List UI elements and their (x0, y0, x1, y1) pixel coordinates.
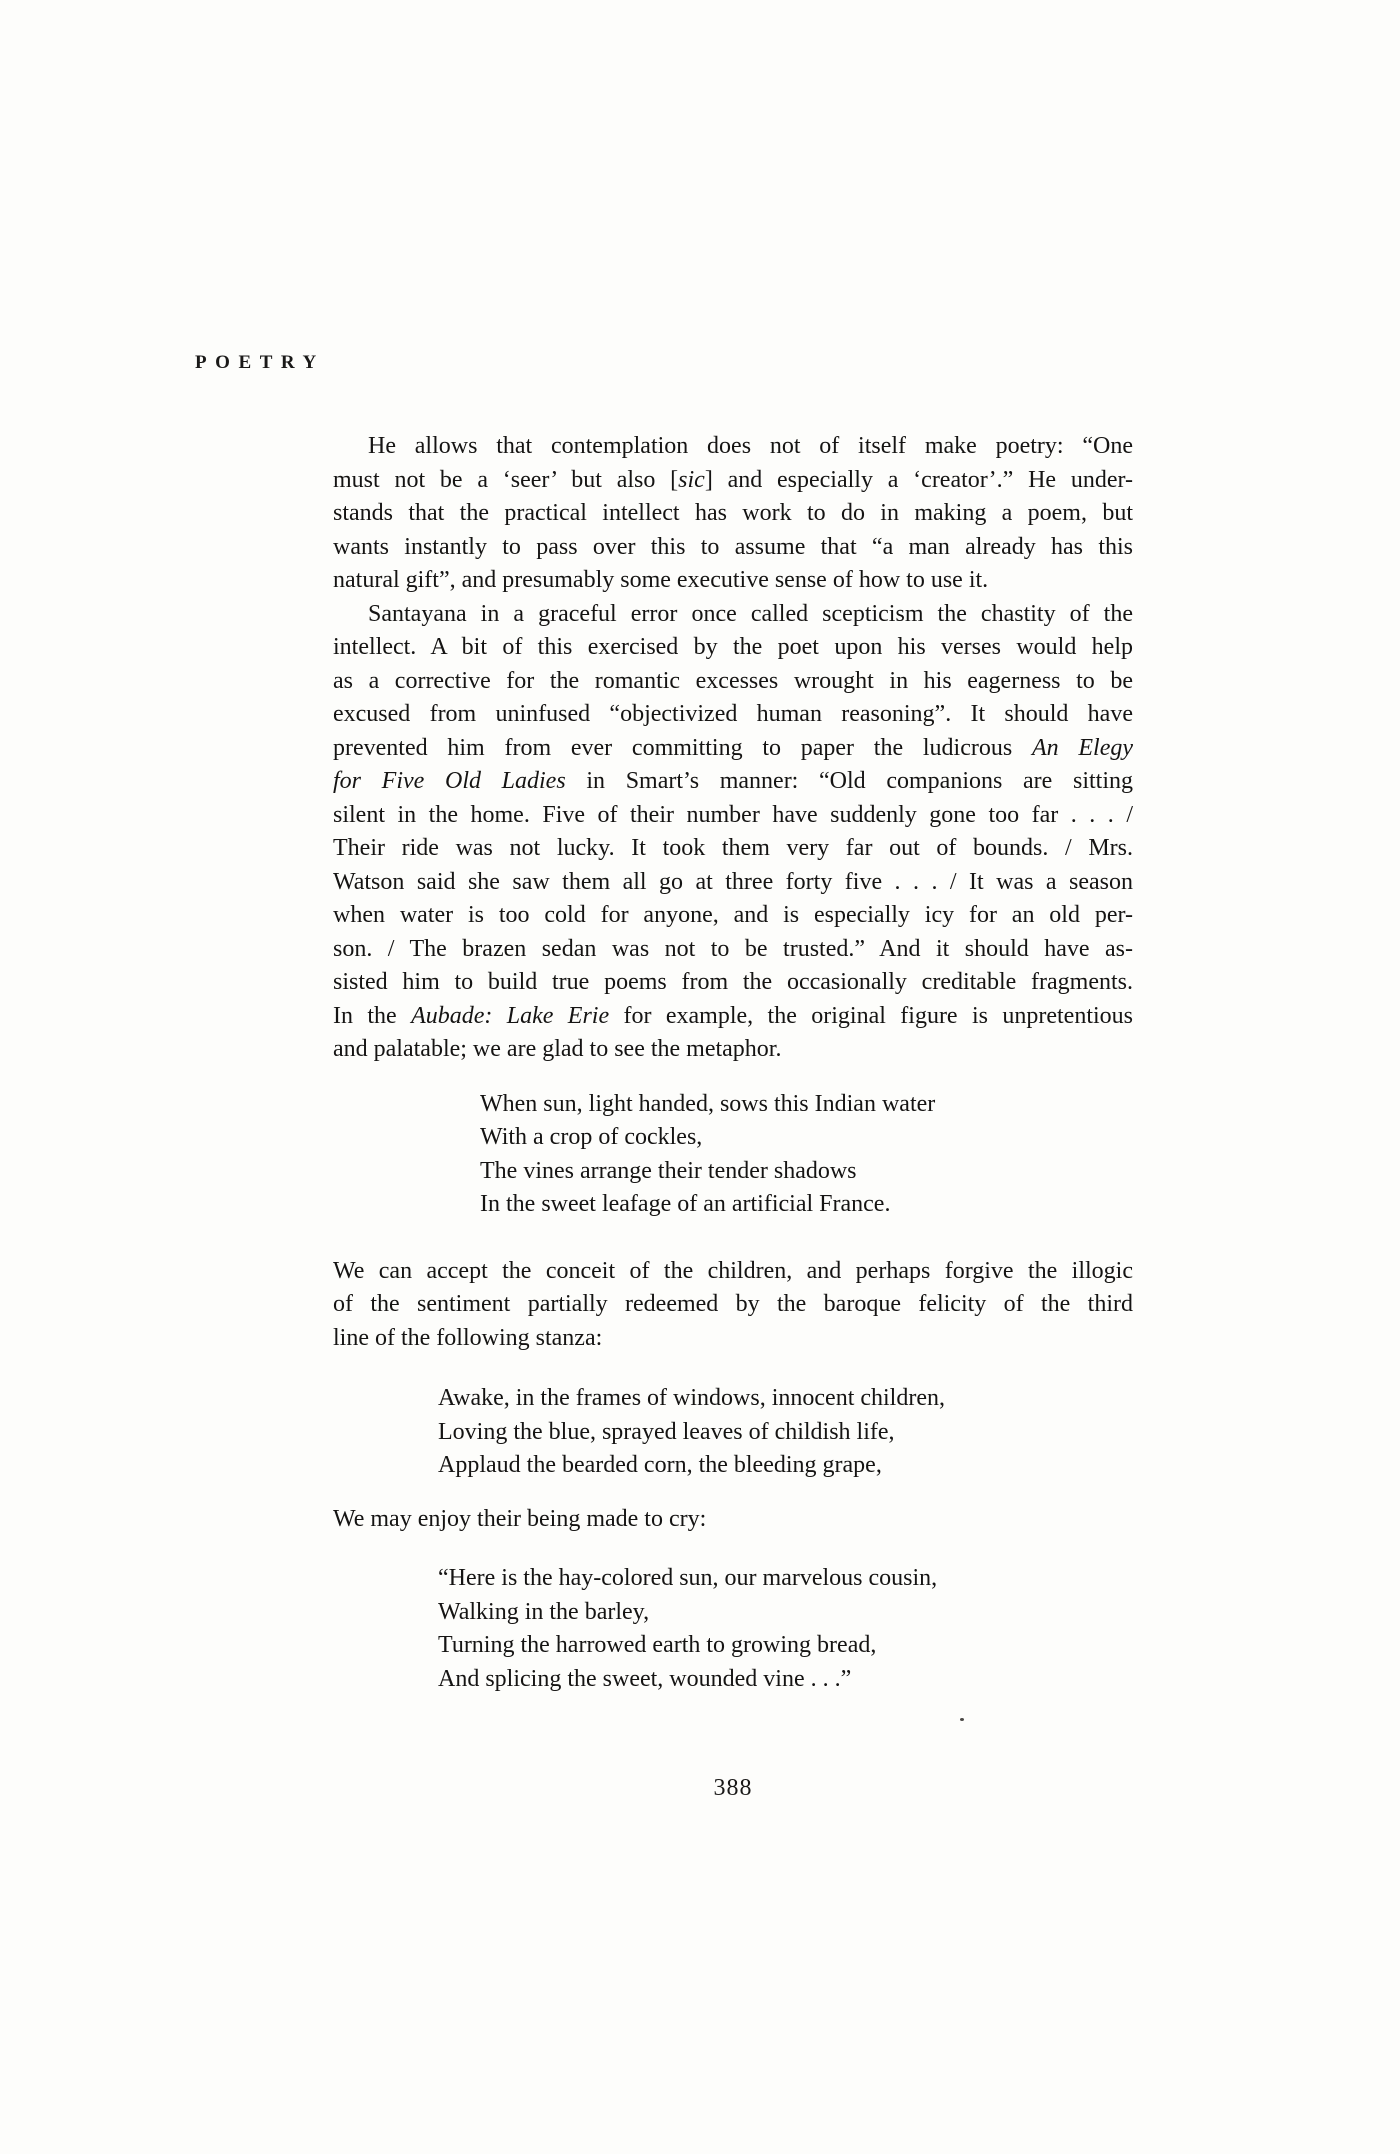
text-line: When sun, light handed, sows this Indian water (480, 1090, 936, 1117)
text-line: Santayana in a graceful error once called scepticism the chastity of the (368, 600, 1133, 627)
text-line: Walking in the barley, (438, 1598, 650, 1625)
text-line: The vines arrange their tender shadows (480, 1157, 857, 1184)
text-line: sisted him to build true poems from the occasionally creditable fragments. (333, 969, 1133, 995)
text-line: In the sweet leafage of an artificial France. (480, 1191, 891, 1217)
text-line: stands that the practical intellect has work to do in making a poem, but (333, 500, 1133, 526)
text-line: We may enjoy their being made to cry: (333, 1505, 707, 1532)
text-line: Turning the harrowed earth to growing bread, (438, 1632, 877, 1658)
verse-stanza (333, 1088, 1133, 1222)
paragraph (333, 1503, 1133, 1537)
text-line: In the Aubade: Lake Erie for example, the original figure is unpretentious (333, 1002, 1133, 1029)
text-line: We can accept the conceit of the children, and perhaps forgive the illogic (333, 1257, 1133, 1284)
text-line: Awake, in the frames of windows, innocent children, (438, 1385, 945, 1411)
text-line: Watson said she saw them all go at three forty five . . . / It was a season (333, 868, 1133, 895)
text-line: natural gift”, and presumably some executive sense of how to use it. (333, 567, 989, 593)
text-line: He allows that contemplation does not of itself make poetry: “One (368, 433, 1133, 459)
text-line: when water is too cold for anyone, and is especially icy for an old per- (333, 902, 1133, 928)
paragraph (333, 598, 1133, 1067)
paragraph (333, 430, 1133, 598)
text-line: son. / The brazen sedan was not to be trusted.” And it should have as- (333, 935, 1133, 962)
text-line: Their ride was not lucky. It took them very far out of bounds. / Mrs. (333, 835, 1133, 861)
paragraph (333, 1255, 1133, 1356)
verse-stanza (333, 1562, 1133, 1696)
text-line: for Five Old Ladies in Smart’s manner: “Old companions are sitting (333, 768, 1134, 794)
text-line: intellect. A bit of this exercised by the poet upon his verses would help (333, 634, 1133, 660)
text-line: “Here is the hay-colored sun, our marvelous cousin, (438, 1565, 938, 1591)
text-column (333, 430, 1133, 1696)
text-line: excused from uninfused “objectivized human reasoning”. It should have (333, 701, 1133, 727)
text-line: wants instantly to pass over this to assume that “a man already has this (333, 533, 1133, 560)
text-line: as a corrective for the romantic excesses wrought in his eagerness to be (333, 667, 1133, 694)
text-line: silent in the home. Five of their number have suddenly gone too far . . . / (333, 801, 1133, 828)
verse-stanza (333, 1382, 1133, 1483)
scan-speck-artifact (960, 1718, 964, 1721)
running-head: POETRY (195, 352, 325, 373)
text-line: and palatable; we are glad to see the metaphor. (333, 1036, 782, 1062)
text-line: With a crop of cockles, (480, 1124, 703, 1150)
text-line: And splicing the sweet, wounded vine . . .” (438, 1665, 852, 1692)
page-number: 388 (713, 1775, 753, 1801)
text-line: Applaud the bearded corn, the bleeding grape, (438, 1452, 882, 1478)
text-line: must not be a ‘seer’ but also [sic] and especially a ‘creator’.” He under- (333, 466, 1133, 493)
text-line: of the sentiment partially redeemed by the baroque felicity of the third (333, 1291, 1133, 1317)
text-line: prevented him from ever committing to paper the ludicrous An Elegy (333, 734, 1133, 761)
text-line: line of the following stanza: (333, 1324, 603, 1351)
text-line: Loving the blue, sprayed leaves of childish life, (438, 1418, 895, 1445)
